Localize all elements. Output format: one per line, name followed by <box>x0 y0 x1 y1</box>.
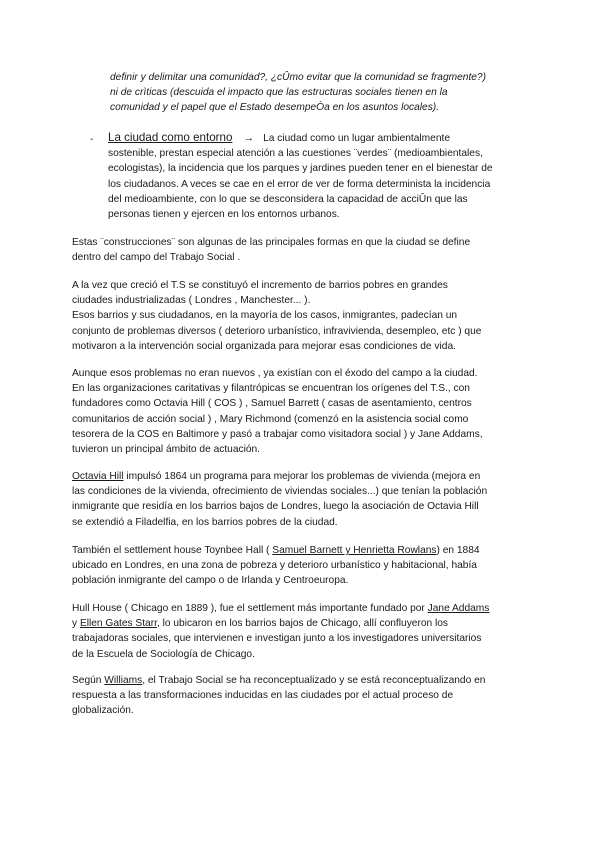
text-line: comunidad y el papel que el Estado desempeÒa en los asuntos locales). <box>110 102 440 114</box>
text-line: sostenible, prestan especial atención a las cuestiones ¨verdes¨ (medioambientales, <box>108 148 483 160</box>
intro-italic-block <box>110 70 486 116</box>
name-link-williams: Williams <box>104 675 143 686</box>
text-line <box>72 469 487 484</box>
text-segment: , el Trabajo Social se ha reconceptualizado y se está reconceptualizando en <box>142 675 486 686</box>
name-link-ellen-gates-starr: Ellen Gates Starr <box>79 618 157 630</box>
text-segment: impulsó 1864 un programa para mejorar los problemas de vivienda (mejora en <box>123 471 481 482</box>
text-segment: y <box>72 618 80 630</box>
text-line: se extendió a Filadelfia, en los barrios pobres de la ciudad. <box>72 516 338 528</box>
name-link-barnett-rowlans: Samuel Barnett y Henrietta Rowlans <box>272 545 437 556</box>
text-line: A la vez que creció el T.S se constituyó el incremento de barrios pobres en grandes <box>72 280 448 291</box>
text-line: En las organizaciones caritativas y filantrópicas se encuentran los orígenes del T.S., con <box>72 383 470 395</box>
bullet-heading: La ciudad como entorno <box>108 131 233 144</box>
bullet-block <box>108 130 493 222</box>
text-line: dentro del campo del Trabajo Social . <box>72 252 241 264</box>
text-line <box>72 601 489 616</box>
text-line: globalización. <box>72 705 134 717</box>
text-line: Esos barrios y sus ciudadanos, en la mayoría de los casos, inmigrantes, padecían un <box>72 310 458 322</box>
text-line: respuesta a las transformaciones inducidas en las ciudades por el actual proceso de <box>72 690 454 702</box>
name-link-octavia-hill: Octavia Hill <box>72 471 124 482</box>
right-arrow-icon: → <box>243 132 255 144</box>
text-line: ciudades industrializadas ( Londres , Manchester... ). <box>72 295 311 307</box>
name-link-jane-addams: Jane Addams <box>427 603 490 614</box>
text-line: población inmigrante del campo o de Irlanda y Centroeuropa. <box>72 575 349 587</box>
paragraph-4 <box>72 469 487 530</box>
text-line: Aunque esos problemas no eran nuevos , ya existían con el éxodo del campo a la ciudad. <box>72 368 478 379</box>
text-line: ubicado en Londres, en una zona de pobreza y deterioro urbanístico y habitacional, había <box>72 560 477 572</box>
text-line: personas tienen y ejercen en los entornos urbanos. <box>108 209 340 221</box>
text-line: las condiciones de la vivienda, ofrecimiento de viviendas sociales...) que tenían la población <box>72 486 488 498</box>
paragraph-6 <box>72 601 489 662</box>
text-line: motivaron a la intervención social organizada para mejorar esas condiciones de vida. <box>72 340 456 352</box>
text-line: conjunto de problemas diversos ( deterioro urbanístico, infravivienda, desempleo, etc ) que <box>72 325 482 337</box>
text-line <box>72 543 480 558</box>
text-line <box>72 616 489 631</box>
text-line <box>72 673 485 688</box>
text-segment: Según <box>72 675 105 686</box>
text-segment: ) en 1884 <box>436 545 480 556</box>
text-line: inmigrante que residía en los barrios bajos de Londres, luego la asociación de Octavia Hill <box>72 501 479 513</box>
bullet-dash: - <box>90 134 94 145</box>
text-line: tuvieron un principal ámbito de actuación. <box>72 444 261 456</box>
paragraph-7 <box>72 673 485 719</box>
text-line: tesorera de la COS en Baltimore y pasó a trabajar como visitadora social ) y Jane Addams, <box>72 428 483 440</box>
text-line: de la Escuela de Sociología de Chicago. <box>72 648 255 660</box>
text-line: del medioambiente, con lo que se desconsidera la capacidad de acciÛn que las <box>108 193 468 205</box>
text-line: trabajadoras sociales, que intervienen e investigan junto a los investigadores universitarios <box>72 633 482 645</box>
text-line: fundadores como Octavia Hill ( COS ) , Samuel Barrett ( casas de asentamiento, centros <box>72 398 472 410</box>
text-line: Estas ¨construcciones¨ son algunas de las principales formas en que la ciudad se define <box>72 237 471 248</box>
paragraph-2 <box>72 278 481 354</box>
paragraph-5 <box>72 543 480 589</box>
text-line: definir y delimitar una comunidad?, ¿cÛmo evitar que la comunidad se fragmente?) <box>110 72 486 83</box>
text-line: ecologistas), la incidencia que los parques y jardines pueden tener en el bienestar de <box>108 163 493 175</box>
text-line: ni de crìticas (descuida el impacto que las estructuras sociales tienen en la <box>110 87 448 99</box>
text-line <box>108 130 493 146</box>
bullet-first-line: La ciudad como un lugar ambientalmente <box>263 133 450 144</box>
text-line: los ciudadanos. A veces se cae en el error de ver de forma determinista la incidencia <box>108 178 491 190</box>
text-segment: También el settlement house Toynbee Hall ( <box>72 545 273 556</box>
text-segment: , lo ubicaron en los barrios bajos de Chicago, allí confluyeron los <box>156 618 449 630</box>
text-segment: Hull House ( Chicago en 1889 ), fue el settlement más importante fundado por <box>72 603 428 614</box>
paragraph-1 <box>72 235 470 265</box>
text-line: comunitarios de acción social ) , Mary Richmond (comenzó en la asistencia social como <box>72 413 469 425</box>
paragraph-3 <box>72 366 483 457</box>
